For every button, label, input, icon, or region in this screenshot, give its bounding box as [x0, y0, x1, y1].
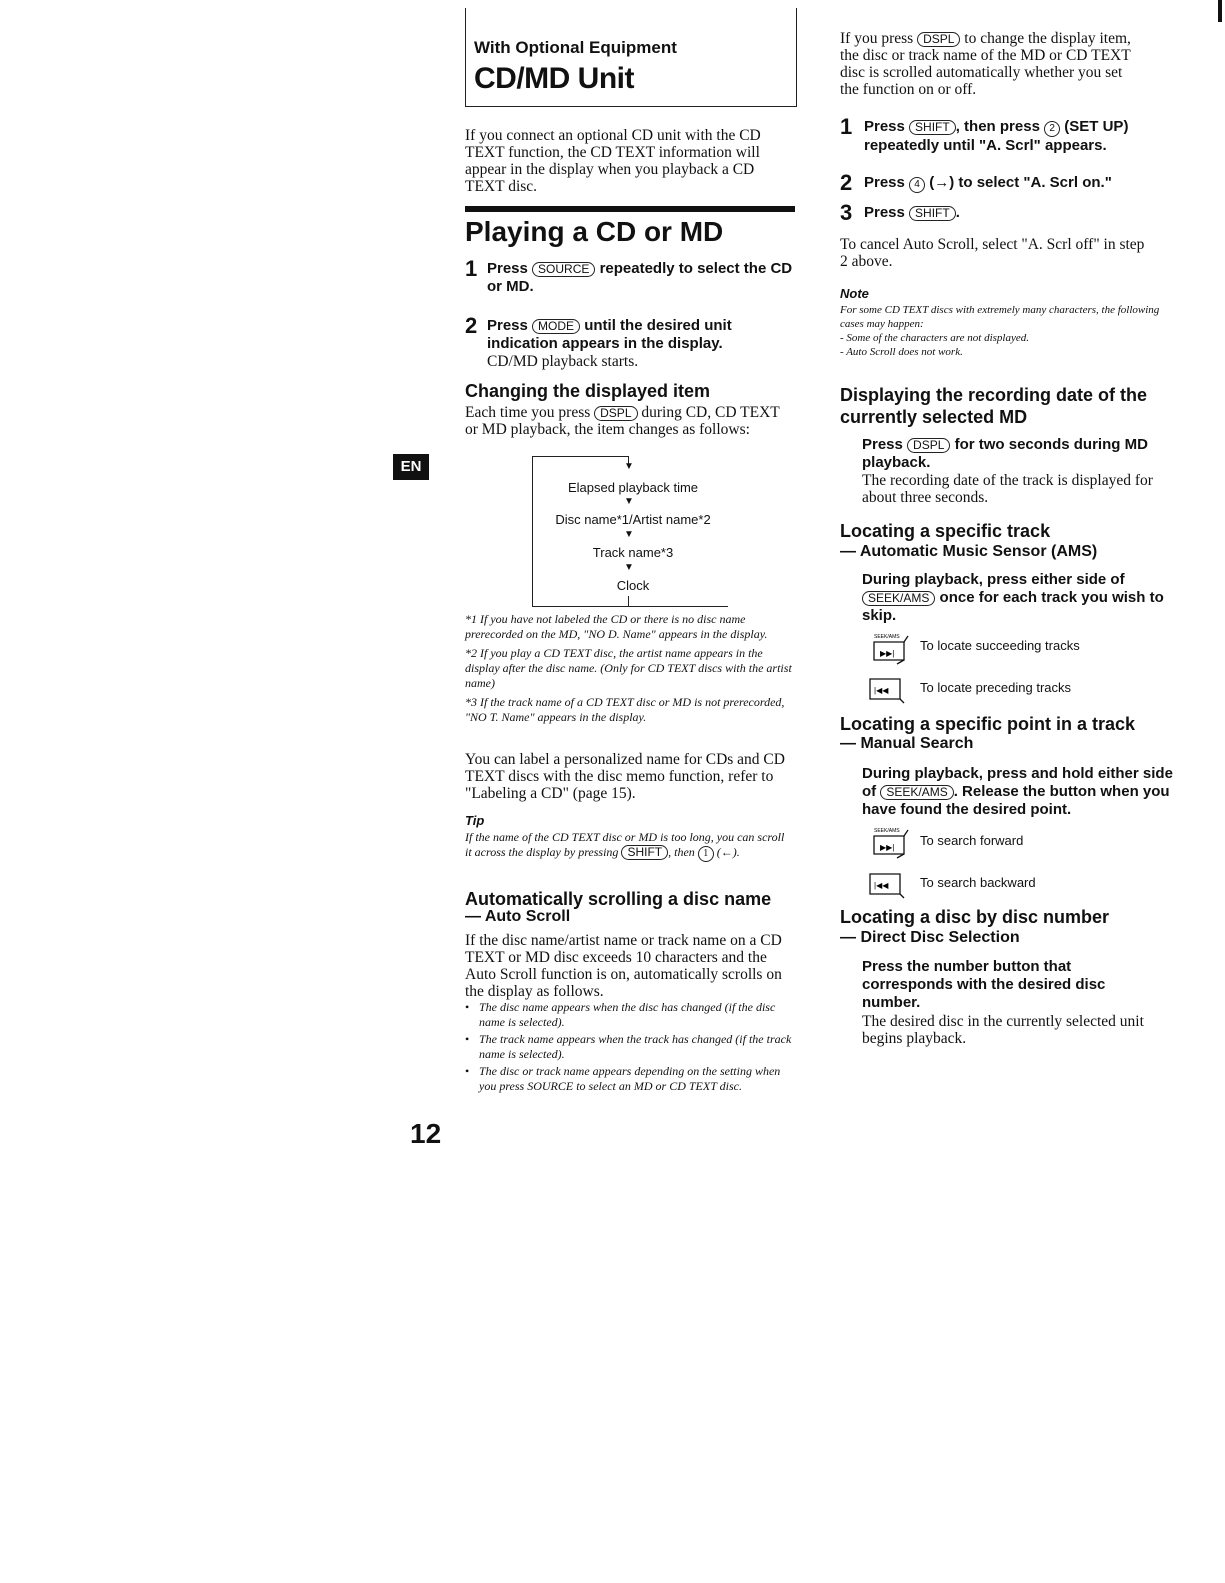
changing-title: Changing the displayed item [465, 381, 711, 401]
step-number: 2 [465, 313, 478, 338]
step-number: 3 [840, 200, 853, 225]
text: once for each track you wish to skip. [862, 589, 1164, 624]
shift-key: SHIFT [909, 120, 956, 135]
locate-point-subtitle: — Manual Search [840, 735, 974, 752]
search-backward-label: To search backward [920, 875, 1036, 890]
footnote-1: *1 If you have not labeled the CD or there is no disc name prerecorded on the MD, "NO D. Name" appears in the display. [465, 612, 768, 641]
step-result: CD/MD playback starts. [487, 353, 639, 370]
note-text [840, 303, 1175, 359]
text: If the name of the CD TEXT disc or MD is too long, you can scroll it across the display by pressing [465, 830, 785, 859]
footnotes [465, 612, 795, 725]
footnote-2: *2 If you play a CD TEXT disc, the artist name appears in the display after the disc name. (Only for CD TEXT discs with the artist name) [465, 646, 792, 690]
section-divider [465, 206, 795, 212]
language-tab: EN [393, 454, 429, 480]
tip-title: Tip [465, 813, 485, 828]
text: (←). [716, 845, 740, 859]
label-paragraph: You can label a personalized name for CDs and CD TEXT discs with the disc memo function, refer to "Labeling a CD" (page 15). [465, 751, 785, 802]
page-number: 12 [410, 1118, 442, 1149]
seek-backward-icon [866, 673, 904, 703]
note-title: Note [840, 286, 869, 301]
step-number: 1 [465, 256, 478, 281]
text: Press [864, 204, 905, 221]
bullet-3: The disc or track name appears depending on the setting when you press SOURCE to select an MD or CD TEXT disc. [479, 1064, 781, 1093]
step-number: 2 [840, 170, 853, 195]
text: Press [862, 436, 903, 453]
step-text: until the desired unit indication appears in the display. [487, 317, 732, 352]
seek-label: SEEK/AMS [874, 828, 900, 834]
cancel-paragraph: To cancel Auto Scroll, select "A. Scrl off" in step 2 above. [840, 236, 1145, 270]
setup-step-2 [840, 170, 1175, 195]
text: to change the display item, the disc or track name of the MD or CD TEXT disc is scrolled automatically whether you set the function on or off. [840, 30, 1131, 98]
text: (SET UP) repeatedly until "A. Scrl" appears. [864, 118, 1129, 154]
right-intro [840, 30, 1140, 98]
text: during CD, CD TEXT or MD playback, the item changes as follows: [465, 404, 780, 438]
text: During playback, press either side of [862, 571, 1125, 588]
flow-item-disc-name: Disc name*1/Artist name*2 [555, 512, 711, 527]
section-header-box [465, 8, 797, 107]
auto-scroll-title: Automatically scrolling a disc name [465, 889, 772, 909]
flow-item-clock: Clock [616, 578, 650, 593]
locate-disc-step: Press the number button that corresponds with the desired disc number. [862, 958, 1106, 1011]
locate-track-subtitle: — Automatic Music Sensor (AMS) [840, 543, 1098, 560]
section-subtitle: With Optional Equipment [474, 38, 677, 57]
locate-disc-subtitle: — Direct Disc Selection [840, 929, 1020, 946]
text: , then press [955, 118, 1040, 135]
svg-text:|◀◀: |◀◀ [874, 686, 889, 695]
intro-paragraph: If you connect an optional CD unit with the CD TEXT function, the CD TEXT information will appear in the display when you playback a CD TEXT disc. [465, 127, 761, 195]
right-column [840, 0, 1175, 1080]
search-forward-icon [872, 826, 910, 856]
seek-ams-key: SEEK/AMS [880, 785, 953, 800]
tip-text [465, 830, 785, 862]
flow-item-track-name: Track name*3 [592, 545, 674, 560]
flow-item-elapsed: Elapsed playback time [567, 480, 699, 495]
recording-date-title: Displaying the recording date of the currently selected MD [840, 385, 1148, 427]
step-text: repeatedly to select the CD or MD. [487, 260, 793, 295]
footnote-3: *3 If the track name of a CD TEXT disc or MD is not prerecorded, "NO T. Name" appears in the display. [465, 695, 785, 724]
changing-paragraph [465, 404, 790, 438]
text: . [955, 204, 960, 221]
ams-backward-label: To locate preceding tracks [920, 680, 1072, 695]
step-text: Press [487, 317, 528, 334]
text: During playback, press and hold either side of [862, 765, 1173, 800]
recording-date-step [862, 436, 1172, 472]
source-key: SOURCE [532, 262, 595, 277]
step-number: 1 [840, 114, 853, 139]
seek-label: SEEK/AMS [874, 634, 900, 640]
search-backward-icon [866, 868, 904, 898]
section-title: CD/MD Unit [474, 62, 634, 95]
shift-key: SHIFT [909, 206, 956, 221]
margin-mark [1218, 0, 1222, 22]
svg-text:▶▶|: ▶▶| [880, 649, 895, 658]
locate-track-step [862, 571, 1172, 625]
number-key-1: 1 [698, 846, 714, 862]
text: for two seconds during MD playback. [862, 436, 1148, 471]
recording-date-result: The recording date of the track is displayed for about three seconds. [862, 472, 1153, 506]
setup-step-3 [840, 200, 1175, 225]
text: Press [864, 118, 905, 135]
svg-text:|◀◀: |◀◀ [874, 881, 889, 890]
setup-step-1 [840, 114, 1175, 155]
locate-disc-result: The desired disc in the currently selected unit begins playback. [862, 1013, 1144, 1047]
locate-point-title: Locating a specific point in a track [840, 714, 1136, 734]
step-2 [465, 313, 795, 370]
note-line: For some CD TEXT discs with extremely many characters, the following cases may happen: [840, 304, 1160, 330]
locate-track-title: Locating a specific track [840, 521, 1051, 541]
number-key-4: 4 [909, 177, 925, 193]
bullet-1: The disc name appears when the disc has changed (if the disc name is selected). [479, 1000, 776, 1029]
playing-title: Playing a CD or MD [465, 216, 724, 247]
dspl-key: DSPL [917, 32, 960, 47]
seek-ams-key: SEEK/AMS [862, 591, 935, 606]
step-1 [465, 256, 795, 296]
mode-key: MODE [532, 319, 580, 334]
ams-forward-label: To locate succeeding tracks [920, 638, 1080, 653]
auto-scroll-subtitle: — Auto Scroll [465, 908, 571, 925]
text: Press [864, 174, 905, 191]
note-line: - Auto Scroll does not work. [840, 346, 963, 358]
text: If you press [840, 30, 914, 47]
text: (→) to select "A. Scrl on." [929, 174, 1112, 191]
shift-key: SHIFT [621, 845, 668, 860]
text: Each time you press [465, 404, 591, 421]
text: . Release the button when you have found the desired point. [862, 783, 1170, 818]
svg-text:▶▶|: ▶▶| [880, 843, 895, 852]
locate-disc-title: Locating a disc by disc number [840, 907, 1110, 927]
auto-scroll-paragraph: If the disc name/artist name or track name on a CD TEXT or MD disc exceeds 10 characters and the Auto Scroll function is on, automatically scrolls on the display as follows. [465, 932, 782, 1000]
bullet-2: The track name appears when the track has changed (if the track name is selected). [479, 1032, 792, 1061]
locate-point-step [862, 765, 1177, 819]
bullet-list: • The disc name appears when the disc has changed (if the disc name is selected). • The track name appears when the track has changed (if the track name is selected). • The disc or track name appears depending on the setting when you press SOURCE to select an MD or CD TEXT disc. [465, 1000, 795, 1096]
note-line: - Some of the characters are not displayed. [840, 332, 1029, 344]
step-text: Press [487, 260, 528, 277]
dspl-key: DSPL [594, 406, 637, 421]
number-key-2: 2 [1044, 121, 1060, 137]
seek-forward-icon [872, 632, 910, 662]
search-forward-label: To search forward [920, 833, 1024, 848]
text: , then [668, 845, 695, 859]
display-item-flow: ▼ Elapsed playback time ▼ Disc name*1/Artist name*2 ▼ Track name*3 ▼ Clock [532, 456, 728, 607]
dspl-key: DSPL [907, 438, 950, 453]
